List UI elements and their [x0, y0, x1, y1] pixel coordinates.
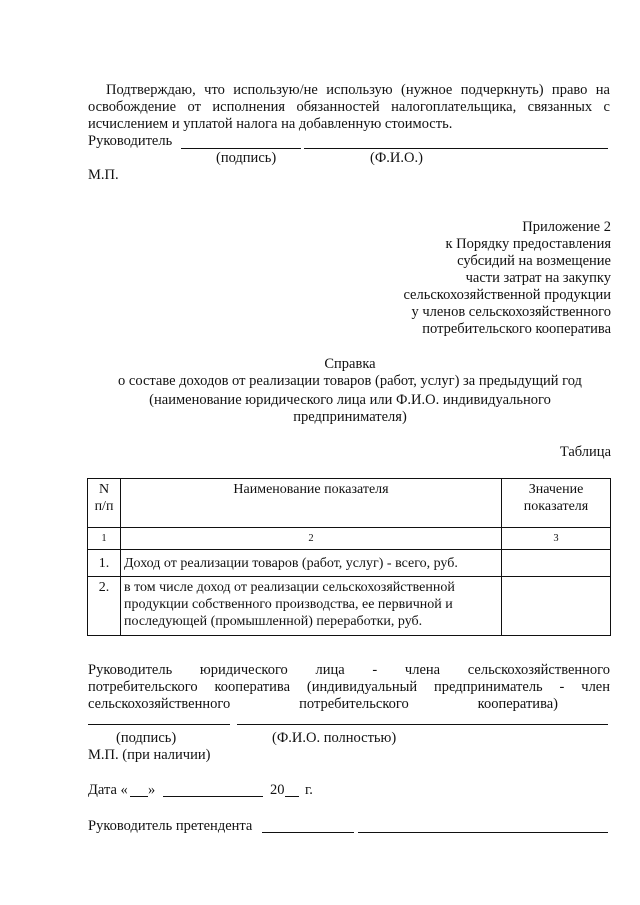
- appendix-line-5: сельскохозяйственной продукции: [403, 287, 611, 303]
- date-mid: »: [148, 782, 156, 798]
- footer-signature-line: [88, 724, 230, 725]
- row-2-name: в том числе доход от реализации сельскохозяйственной продукции собственного производства, ее первичной и последующей (промышленной) переработки, руб.: [121, 577, 502, 636]
- footer-fio-line: [237, 724, 608, 725]
- header-indicator-value: Значение показателя: [502, 479, 611, 528]
- date-year-prefix: 20: [270, 782, 285, 798]
- certificate-subtitle: о составе доходов от реализации товаров (работ, услуг) за предыдущий год: [118, 373, 582, 389]
- row-1-number: 1.: [88, 550, 121, 577]
- signature-line: [181, 148, 301, 149]
- confirm-line-1: Подтверждаю, что использую/не использую (нужное подчеркнуть) право на: [106, 82, 610, 98]
- header-indicator-name: Наименование показателя: [121, 479, 502, 528]
- applicant-signature-line[interactable]: [262, 832, 354, 833]
- footer-line-2: потребительского кооператива (индивидуальный предприниматель - член: [88, 679, 610, 695]
- appendix-line-3: субсидий на возмещение: [457, 253, 611, 269]
- table-row: [88, 550, 611, 577]
- footer-stamp: М.П. (при наличии): [88, 747, 211, 763]
- appendix-line-1: Приложение 2: [522, 219, 611, 235]
- confirm-line-2: освобождение от исполнения обязанностей налогоплательщика, связанных с: [88, 99, 610, 115]
- appendix-line-7: потребительского кооператива: [422, 321, 611, 337]
- column-number-3: 3: [502, 528, 611, 550]
- table-header-row: [88, 479, 611, 528]
- appendix-line-4: части затрат на закупку: [465, 270, 611, 286]
- footer-fio-caption: (Ф.И.О. полностью): [272, 730, 397, 746]
- header-number: N п/п: [88, 479, 121, 528]
- row-2-value[interactable]: [502, 577, 611, 636]
- income-table: [87, 478, 611, 636]
- table-label: Таблица: [559, 444, 611, 460]
- applicant-label: Руководитель претендента: [88, 818, 253, 834]
- confirm-stamp: М.П.: [88, 167, 119, 183]
- table-row: [88, 577, 611, 636]
- appendix-line-2: к Порядку предоставления: [445, 236, 611, 252]
- row-1-name: Доход от реализации товаров (работ, услуг) - всего, руб.: [121, 550, 502, 577]
- entity-caption-1: (наименование юридического лица или Ф.И.О. индивидуального: [149, 392, 551, 408]
- entity-caption-2: предпринимателя): [293, 409, 407, 425]
- footer-sign-caption: (подпись): [116, 730, 177, 746]
- confirm-fio-caption: (Ф.И.О.): [370, 150, 423, 166]
- appendix-line-6: у членов сельскохозяйственного: [411, 304, 611, 320]
- applicant-fio-line[interactable]: [358, 832, 608, 833]
- date-year-field[interactable]: [285, 796, 299, 797]
- certificate-title: Справка: [324, 356, 376, 372]
- column-number-2: 2: [121, 528, 502, 550]
- date-day-field[interactable]: [130, 796, 148, 797]
- confirm-line-3: исчислением и уплатой налога на добавленную стоимость.: [88, 116, 453, 132]
- column-number-1: 1: [88, 528, 121, 550]
- confirm-head-label: Руководитель: [88, 133, 173, 149]
- row-1-value[interactable]: [502, 550, 611, 577]
- confirm-sign-caption: (подпись): [216, 150, 277, 166]
- date-prefix: Дата «: [88, 782, 128, 798]
- footer-line-3: сельскохозяйственного потребительского кооператива): [88, 696, 558, 712]
- date-suffix: г.: [305, 782, 313, 798]
- fio-line: [304, 148, 608, 149]
- row-2-number: 2.: [88, 577, 121, 636]
- footer-line-1: Руководитель юридического лица - члена сельскохозяйственного: [88, 662, 610, 678]
- date-month-field[interactable]: [163, 796, 263, 797]
- column-number-row: [88, 528, 611, 550]
